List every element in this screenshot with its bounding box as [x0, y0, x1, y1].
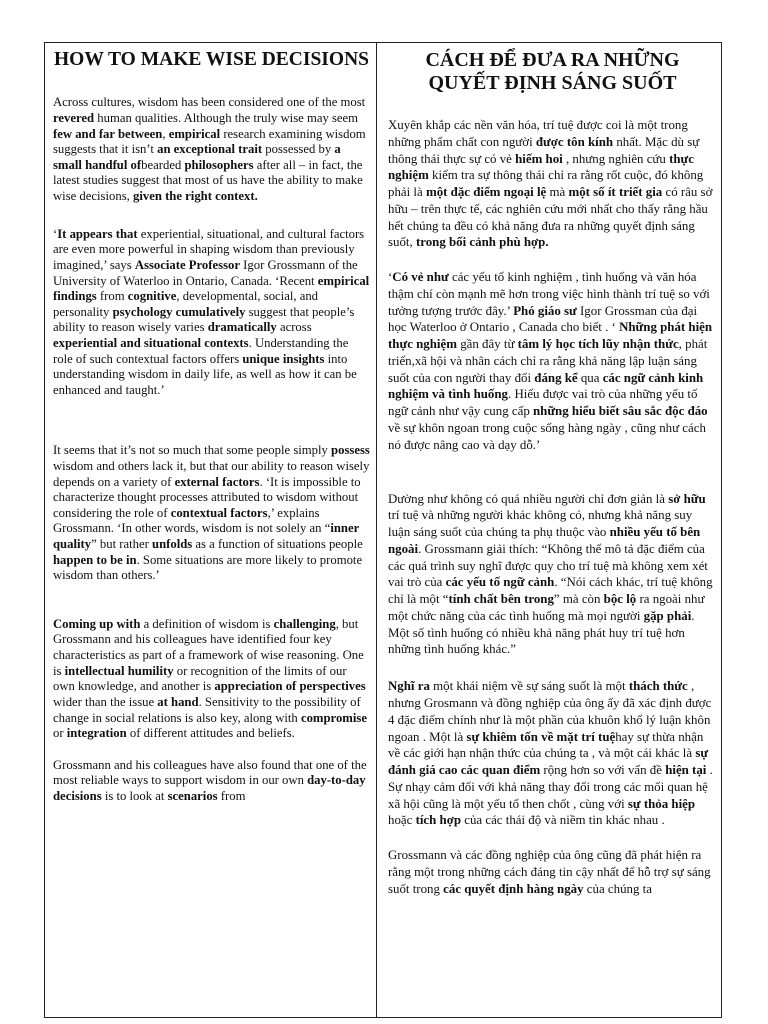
text-run: , but Grossmann and his colleagues have identified four key characteristics as part of a framework of wise reasoning. One is	[53, 616, 364, 678]
bold-text: Coming up with	[53, 616, 141, 631]
bold-text: các yếu tố ngữ cảnh	[445, 575, 555, 590]
text-run: trí tuệ và những người khác không có, nhưng khả năng suy luận sáng suốt của chúng ta phụ thuộc vào	[388, 508, 693, 540]
text-run: . “Nói cách khác, trí tuệ không chỉ là một “	[388, 575, 713, 607]
text-run: It seems that it’s not so much that some people simply	[53, 443, 332, 458]
text-run: rộng hơn so với vấn đề	[540, 763, 666, 778]
text-run: của chúng ta	[583, 881, 652, 896]
bold-text: một số ít triết gia	[568, 185, 663, 200]
bold-text: contextual factors	[170, 505, 268, 520]
bold-text: inner quality	[53, 521, 360, 552]
bold-text: It appears that	[57, 226, 138, 241]
bold-text: happen to be in	[53, 552, 137, 567]
vietnamese-body	[388, 117, 717, 897]
text-run: ” but rather	[91, 537, 153, 552]
text-run: of different attitudes and beliefs.	[126, 726, 295, 741]
text-run: hay sự thừa nhận về các giới hạn nhận thức của chúng ta , và một cái khác là	[388, 729, 704, 761]
bold-text: integration	[66, 726, 127, 741]
bold-text: một đặc điểm ngoại lệ	[425, 185, 547, 200]
bold-text: những hiểu biết sâu sắc độc đáo	[532, 404, 708, 419]
text-run: . ‘It is impossible to characterize thought processes attributed to wisdom without considering the role of	[53, 474, 361, 520]
text-run: Xuyên khắp các nền văn hóa, trí tuệ được coi là một trong những phẩm chất con người	[388, 118, 688, 149]
text-run: , developmental, social, and personality	[53, 289, 319, 319]
bilingual-table	[44, 42, 722, 1018]
bold-text: sự khiêm tốn về mặt trí tuệ	[466, 729, 616, 744]
bold-text: cognitive	[127, 289, 177, 304]
text-run: a definition of wisdom is	[140, 616, 274, 631]
text-run: suggest that people’s ability to reason wisely varies	[53, 304, 355, 335]
bold-text: tính chất bên trong	[448, 592, 554, 607]
bold-text: at hand	[157, 694, 199, 709]
bold-text: sự thỏa hiệp	[627, 796, 696, 811]
bold-text: empirical	[168, 126, 221, 141]
text-run: ra ngoài như một chức năng của các tình huống mà mọi người	[388, 592, 705, 623]
bold-text: philosophers	[184, 157, 254, 172]
text-run: . Một số tình huống có nhiều khả năng phát huy trí tuệ hơn những tình huống khác.”	[388, 608, 695, 657]
text-run: across	[276, 320, 312, 335]
bold-text: scenarios	[167, 788, 218, 803]
vietnamese-title: CÁCH ĐỂ ĐƯA RA NHỮNG QUYẾT ĐỊNH SÁNG SUỐT	[425, 49, 680, 94]
bold-text: psychology cumulatively	[112, 304, 246, 319]
text-run: from	[96, 289, 128, 304]
text-run: or recognition of the limits of our own knowledge, and another is	[53, 663, 347, 694]
text-run: . Hiểu được vai trò của những yếu tố ngữ cảnh như vậy cung cấp	[388, 387, 698, 419]
bold-text: hiếm hoi	[515, 151, 563, 166]
text-run: . Sensitivity to the possibility of change in social relations is also key, along with	[53, 694, 361, 725]
paragraph	[53, 443, 370, 583]
text-run: hoặc	[388, 813, 416, 828]
text-run: . Understanding the role of such contextual factors offers	[53, 335, 349, 366]
bold-text: đáng kể	[534, 370, 578, 385]
text-run: mà	[546, 185, 569, 200]
text-run: into understanding wisdom in daily life, as well as how it can be enhanced and taught.’	[53, 351, 357, 397]
text-run: Grossmann and his colleagues have also found that one of the most reliable ways to support wisdom in our own	[53, 757, 367, 788]
bold-text: appreciation of perspectives	[214, 679, 366, 694]
text-run: qua	[577, 370, 603, 385]
text-run: experiential, situational, and cultural factors are even more powerful in shaping wisdom than previously imagined,’ says	[53, 226, 365, 272]
text-run: wisdom and others lack it, but that our ability to reason wisely depends on a variety of	[53, 459, 370, 489]
bold-text: empirical findings	[53, 273, 370, 304]
bold-text: trong bối cảnh phù hợp.	[415, 235, 549, 250]
bold-text: possess	[331, 443, 370, 458]
text-run: ,	[162, 126, 169, 141]
bold-text: an exceptional trait	[157, 142, 263, 157]
text-run: research examining wisdom suggests that it isn’t	[53, 126, 366, 157]
bold-text: challenging	[273, 616, 336, 631]
text-run: ‘	[53, 226, 58, 241]
bold-text: tâm lý học tích lũy nhận thức	[517, 337, 679, 352]
bold-text: nhiều yếu tố bên ngoài	[388, 525, 701, 556]
paragraph	[388, 117, 717, 251]
bold-text: compromise	[300, 710, 367, 725]
text-run: Across cultures, wisdom has been considered one of the most	[53, 95, 366, 110]
bold-text: gặp phải	[643, 608, 692, 623]
text-run: có râu sở hữu – trên thực tế, các nghiên cứu mới nhất cho thấy rằng hầu hết chúng ta đều có khả năng đưa ra những quyết định sáng suốt,	[388, 185, 713, 250]
bold-text: được tôn kính	[535, 134, 614, 149]
bold-text: các quyết định hàng ngày	[443, 881, 584, 896]
paragraph	[53, 95, 370, 204]
text-run: or	[53, 726, 67, 741]
text-run: as a function of situations people	[192, 537, 363, 552]
bold-text: Những phát hiện thực nghiệm	[388, 320, 713, 352]
paragraph	[388, 491, 717, 659]
bold-text: experiential and situational contexts	[53, 335, 249, 350]
text-run: của các thái độ và niềm tin khác nhau .	[461, 813, 665, 828]
bold-text: given the right context.	[133, 189, 258, 204]
bold-text: Nghĩ ra	[388, 679, 430, 694]
bold-text: Có vẻ như	[392, 270, 449, 285]
paragraph	[388, 847, 717, 897]
text-run: kiểm tra sự thông thái chỉ ra rằng rốt cuộc, đó không phải là	[388, 168, 704, 200]
bold-text: revered	[53, 111, 95, 126]
text-run: về sự khôn ngoan trong cuộc sống hàng ngày , cũng như cách nó được nâng cao và dạy dỗ.’	[388, 421, 706, 452]
text-run: ,’ explains Grossmann. ‘In other words, wisdom is not solely an “	[53, 505, 331, 536]
text-run: from	[217, 788, 246, 803]
text-run: is to look at	[101, 788, 168, 803]
bold-text: a small handful of	[53, 142, 341, 172]
bold-text: unique insights	[242, 351, 325, 366]
bold-text: sở hữu	[668, 491, 706, 506]
text-run: human qualities. Although the truly wise may seem	[94, 111, 359, 126]
text-run: một khái niệm về sự sáng suốt là một	[429, 679, 629, 694]
text-run: , phát triển,xã hội và nhân cách chỉ ra rằng khả năng lập luận sáng suốt của con người thay đổi	[388, 337, 708, 385]
text-run: wider than the issue	[53, 694, 158, 709]
text-run: . Some situations are more likely to promote wisdom than others.’	[53, 552, 363, 583]
text-run: ” mà còn	[553, 592, 604, 607]
text-run: Igor Grossman của đại học Waterloo ở Ontario , Canada cho biết . ‘	[388, 303, 698, 335]
text-run: bearded	[141, 157, 185, 172]
text-run: , nhưng Grosmann và đồng nghiệp của ông ấy đã xác định được 4 đặc điểm chính như là một phần của khuôn khổ lý luận khôn ngoan . Một là	[388, 679, 712, 744]
english-body	[53, 95, 370, 804]
paragraph	[53, 227, 370, 399]
paragraph	[53, 758, 370, 805]
bold-text: các ngữ cảnh kinh nghiệm và tình huống	[388, 370, 704, 402]
text-run: các yếu tố kinh nghiệm , tình huống và văn hóa thậm chí còn mạnh mẽ hơn trong việc hình thành trí tuệ so với tưởng tượng trước đây.’	[388, 270, 710, 318]
text-run: possessed by	[262, 142, 335, 157]
text-run: . Sự nhạy cảm đối với khả năng thay đổi trong các mối quan hệ xã hội cũng là một yếu tố then chốt , cùng với	[388, 763, 713, 811]
text-run: after all – in fact, the latest studies suggest that most of us have the ability to make wise decisions,	[53, 157, 363, 204]
bold-text: unfolds	[152, 537, 193, 552]
text-run: Dường như không có quá nhiều người chỉ đơn giản là	[388, 491, 669, 506]
bold-text: sự đánh giá cao các quan điểm	[388, 746, 709, 778]
bold-text: thách thức	[628, 679, 688, 694]
text-run: , nhưng nghiên cứu	[562, 151, 670, 166]
text-run: . Grossmann giải thích: “Không thể mô tả đặc điểm của các quá trình suy nghĩ được quy cho trí tuệ mà không xem xét vai trò của	[388, 541, 708, 590]
bold-text: Associate Professor	[134, 257, 240, 272]
bold-text: dramatically	[207, 320, 277, 335]
text-run: Igor Grossmann of the University of Waterloo in Ontario, Canada. ‘Recent	[53, 257, 358, 288]
bold-text: thực nghiệm	[388, 151, 695, 183]
bold-text: few and far between	[53, 126, 163, 141]
bold-text: tích hợp	[415, 813, 462, 828]
text-run: Grossmann và các đồng nghiệp của ông cũng đã phát hiện ra rằng một trong những cách đáng tin cậy nhất để hỗ trợ sự sáng suốt trong	[388, 848, 711, 896]
text-run: ‘	[388, 270, 393, 285]
bold-text: Phó giáo sư	[513, 303, 577, 318]
paragraph	[53, 617, 370, 742]
paragraph	[388, 678, 717, 829]
bold-text: intellectual humility	[64, 663, 174, 678]
text-run: gần đây từ	[456, 337, 518, 352]
bold-text: external factors	[174, 474, 260, 489]
bold-text: bộc lộ	[603, 592, 637, 607]
vietnamese-column	[377, 43, 721, 1017]
english-title: HOW TO MAKE WISE DECISIONS	[54, 49, 369, 70]
bold-text: hiện tại	[665, 763, 707, 778]
english-column	[45, 43, 377, 1017]
text-run: nhất. Mặc dù sự thông thái thực sự có vẻ	[388, 134, 700, 166]
bold-text: day-to-day decisions	[53, 773, 366, 803]
paragraph	[388, 269, 717, 453]
